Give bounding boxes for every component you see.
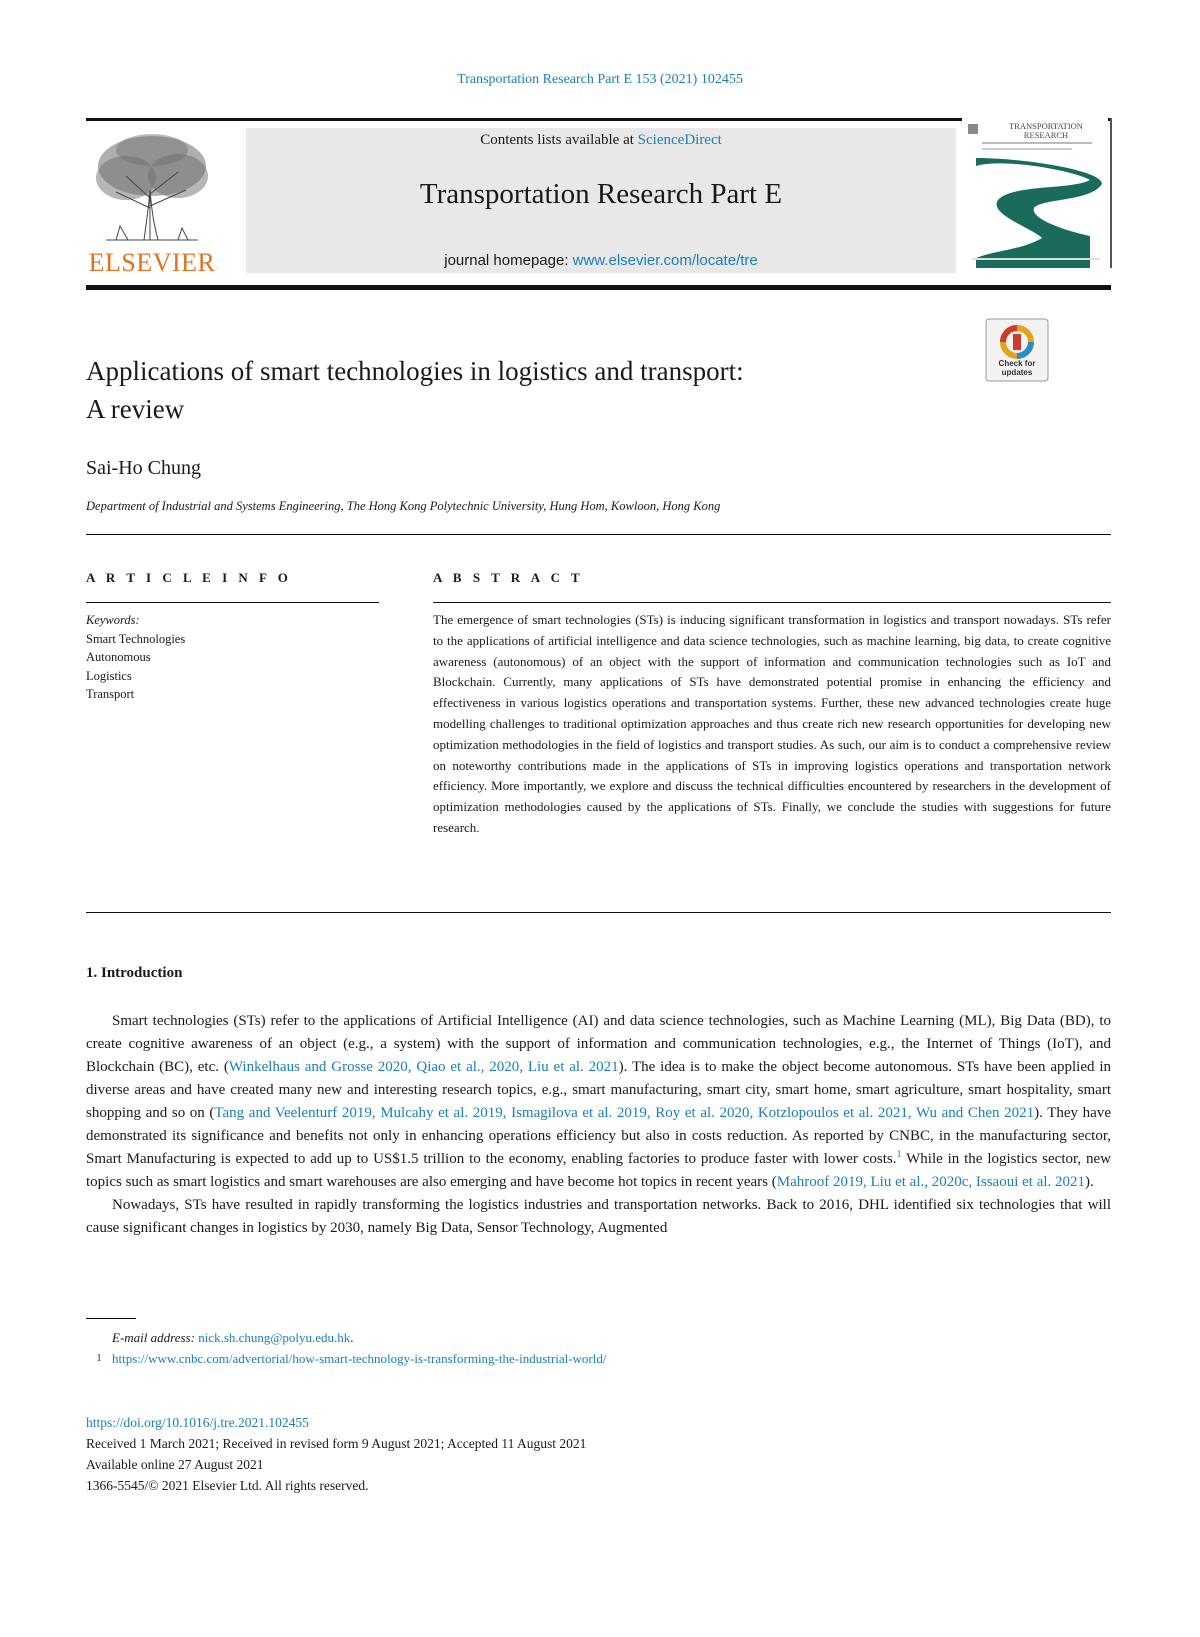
- homepage-line: [246, 252, 956, 269]
- keyword-item: Logistics: [86, 668, 132, 683]
- title-line-2: A review: [86, 394, 185, 424]
- footnote-ref-link[interactable]: 1: [896, 1149, 902, 1160]
- running-head[interactable]: Transportation Research Part E 153 (2021) 102455: [457, 72, 743, 87]
- sciencedirect-link[interactable]: ScienceDirect: [637, 132, 722, 148]
- copyright: 1366-5545/© 2021 Elsevier Ltd. All rights reserved.: [86, 1478, 369, 1493]
- footnote-1: [86, 1348, 1111, 1369]
- citation-link[interactable]: Winkelhaus and Grosse 2020, Qiao et al., 2020, Liu et al. 2021: [228, 1059, 619, 1075]
- received-dates: Received 1 March 2021; Received in revised form 9 August 2021; Accepted 11 August 2021: [86, 1436, 587, 1451]
- journal-homepage-link[interactable]: www.elsevier.com/locate/tre: [572, 252, 758, 269]
- publication-info: [86, 1412, 586, 1496]
- text-run: ). The idea is to make the object become autonomous. STs have been applied in diverse areas and have created many new and interesting research topics, e.g., smart manufacturing, smart city, smart home, smart agriculture, smart hospitality, smart shopping and so on (: [86, 1059, 1112, 1121]
- contents-line: [246, 132, 956, 149]
- contents-prefix: Contents lists available at: [480, 132, 638, 148]
- footnote-email: [86, 1327, 1111, 1348]
- check-label-line2: updates: [1001, 368, 1033, 377]
- check-for-updates-icon[interactable]: [985, 318, 1049, 382]
- email-end: .: [350, 1330, 354, 1345]
- header-rule-thick: [86, 285, 1111, 290]
- abstract-text: The emergence of smart technologies (STs) is inducing significant transformation in logistics and transport nowadays. STs refer to the applications of artificial intelligence and data science technologies, such as machine learning, big data, to create cognitive awareness (autonomous) of an object with the support of information and communication technologies such as IoT and Blockchain. Currently, many applications of STs have demonstrated potential promise in enhancing the efficiency and effectiveness in various logistics operations and transportation systems. Further, these new advanced technologies create huge modelling challenges to traditional optimization approaches and thus create rich new research opportunities for developing new optimization methodologies in the field of logistics and transport studies. As such, our aim is to conduct a comprehensive review on noteworthy contributions made in the applications of STs in improving logistics operations and transportation network efficiency. More importantly, we explore and discuss the technical difficulties encountered by researchers in the development of optimization methodologies caused by the applications of STs. Finally, we conclude the studies with suggestions for future research.: [433, 612, 1111, 835]
- author-affiliation: Department of Industrial and Systems Engineering, The Hong Kong Polytechnic University, Hung Hom, Kowloon, Hong Kong: [86, 499, 721, 513]
- section-heading-introduction: 1. Introduction: [86, 965, 183, 981]
- journal-cover-image[interactable]: [962, 118, 1112, 268]
- text-run: While in the logistics sector, new topics such as smart logistics and smart warehouses are also emerging and have become hot topics in recent years (: [86, 1151, 1111, 1190]
- citation-link[interactable]: Mahroof 2019, Liu et al., 2020c, Issaoui et al. 2021: [776, 1174, 1086, 1190]
- keyword-item: Smart Technologies: [86, 631, 186, 646]
- header-rule: [86, 118, 1111, 121]
- doi-link[interactable]: https://doi.org/10.1016/j.tre.2021.102455: [86, 1415, 309, 1430]
- homepage-prefix: journal homepage:: [444, 252, 573, 269]
- intro-paragraph-2: Nowadays, STs have resulted in rapidly transforming the logistics industries and transportation networks. Back to 2016, DHL identified six technologies that will cause significant changes in logistics by 2030, namely Big Data, Sensor Technology, Augmented: [86, 1197, 1111, 1236]
- journal-title: Transportation Research Part E: [419, 178, 783, 210]
- intro-paragraph-1: [86, 1010, 1111, 1194]
- elsevier-logo-text: ELSEVIER: [88, 248, 216, 277]
- email-link[interactable]: nick.sh.chung@polyu.edu.hk: [198, 1330, 351, 1345]
- divider: [86, 912, 1111, 913]
- email-label: E-mail address:: [112, 1330, 199, 1345]
- article-title: [86, 352, 946, 428]
- introduction-body: [86, 1010, 1111, 1240]
- text-run: Smart technologies (STs) refer to the applications of Artificial Intelligence (AI) and data science technologies, such as Machine Learning (ML), Big Data (BD), to create cognitive awareness of an object (e.g., a system) with the support of information and communication technologies, e.g., the Internet of Things (IoT), and Blockchain (BC), etc. (: [86, 1013, 1111, 1075]
- divider: [86, 534, 1111, 535]
- keyword-item: Transport: [86, 687, 135, 701]
- footnote-url-link[interactable]: https://www.cnbc.com/advertorial/how-smart-technology-is-transforming-the-industrial-world/: [112, 1351, 607, 1366]
- divider: [86, 602, 379, 603]
- article-info-heading: A R T I C L E I N F O: [86, 570, 292, 585]
- cover-title-line2: RESEARCH: [1023, 130, 1069, 140]
- keyword-item: Autonomous: [86, 650, 151, 664]
- keywords-list: [86, 611, 185, 704]
- cover-title-line1: TRANSPORTATION: [1009, 121, 1083, 131]
- divider: [433, 602, 1111, 603]
- footnote-mark: 1: [96, 1353, 102, 1364]
- abstract-heading: A B S T R A C T: [433, 570, 584, 585]
- check-label-line1: Check for: [998, 359, 1036, 368]
- citation-link[interactable]: Tang and Veelenturf 2019, Mulcahy et al. 2019, Ismagilova et al. 2019, Roy et al. 2020, Kotzlopoulos et al. 2021, Wu and Chen 2021: [214, 1105, 1035, 1121]
- author-name[interactable]: Sai-Ho Chung: [86, 457, 201, 479]
- footnotes: [86, 1327, 1111, 1369]
- text-run: ). They have demonstrated its significance and benefits not only in enhancing operations efficiency but also in costs reduction. As reported by CNBC, in the manufacturing sector, Smart Manufacturing is expected to add up to US$1.5 trillion to the economy, enabling factories to produce faster with lower costs.: [86, 1105, 1111, 1167]
- text-run: ).: [1085, 1174, 1094, 1190]
- title-line-1: Applications of smart technologies in logistics and transport:: [86, 356, 744, 386]
- available-online: Available online 27 August 2021: [86, 1457, 264, 1472]
- keywords-label: Keywords:: [86, 613, 140, 627]
- footnote-rule: [86, 1318, 136, 1319]
